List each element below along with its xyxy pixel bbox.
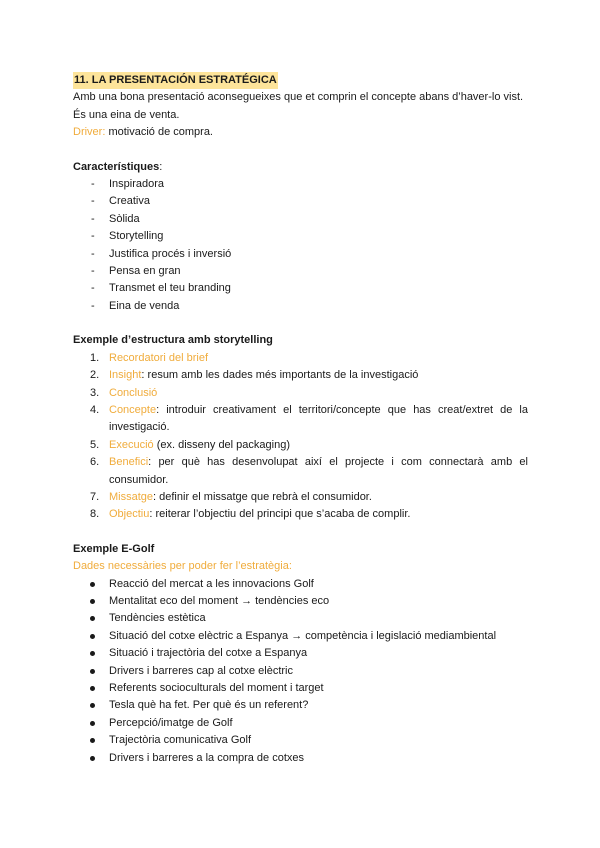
egolf-subheading: Dades necessàries per poder fer l’estratègia: (73, 560, 292, 573)
list-item: Reacció del mercat a les innovacions Golf (73, 576, 528, 593)
list-item: - Pensa en gran (73, 263, 528, 280)
bullet-icon (90, 686, 95, 691)
list-item (73, 367, 528, 384)
list-item (73, 454, 528, 489)
intro-line-1: Amb una bona presentació aconsegueixes que et comprin el concepte abans d’haver-lo vist. (73, 91, 524, 104)
driver-line (73, 124, 528, 141)
list-item: - Creativa (73, 193, 528, 210)
item-number: 1. (90, 351, 100, 364)
bullet-icon (90, 738, 95, 743)
egolf-heading: Exemple E-Golf (73, 542, 155, 555)
item-text: : resum amb les dades més importants de la investigació (141, 369, 419, 382)
item-label: Execució (109, 438, 154, 451)
bullet-icon (90, 616, 95, 621)
bullet-icon (90, 703, 95, 708)
item-label: Recordatori del brief (109, 351, 209, 364)
document-page (73, 72, 528, 767)
item-number: 7. (90, 490, 100, 503)
egolf-list (73, 576, 528, 767)
list-item: Mentalitat eco del moment → tendències eco (73, 593, 528, 610)
list-item: Tendències estètica (73, 610, 528, 627)
list-item (73, 385, 528, 402)
item-number: 5. (90, 438, 100, 451)
item-text: : per què has desenvolupat així el projecte i com connectarà amb el consumidor. (109, 456, 528, 486)
list-item: - Sòlida (73, 211, 528, 228)
bullet-icon (90, 599, 95, 604)
item-number: 4. (90, 403, 100, 416)
list-item: Situació del cotxe elèctric a Espanya → competència i legislació mediambiental (73, 628, 528, 645)
list-item: - Storytelling (73, 228, 528, 245)
item-number: 8. (90, 508, 100, 521)
item-number: 3. (90, 386, 100, 399)
characteristics-heading: Característiques (73, 160, 160, 173)
list-item: Situació i trajectòria del cotxe a Espanya (73, 645, 528, 662)
section-title: 11. LA PRESENTACIÓN ESTRATÉGICA (73, 72, 278, 89)
item-label: Objectiu (109, 508, 150, 521)
bullet-icon (90, 721, 95, 726)
list-item: Tesla què ha fet. Per què és un referent? (73, 697, 528, 714)
driver-label: Driver: (73, 126, 106, 139)
characteristics-heading-line (73, 159, 528, 176)
item-label: Conclusió (109, 386, 158, 399)
list-item: Trajectòria comunicativa Golf (73, 732, 528, 749)
bullet-icon (90, 651, 95, 656)
list-item: Percepció/imatge de Golf (73, 715, 528, 732)
list-item (73, 506, 528, 523)
item-number: 2. (90, 369, 100, 382)
list-item: - Eina de venda (73, 298, 528, 315)
list-item: - Justifica procés i inversió (73, 246, 528, 263)
characteristics-colon: : (159, 160, 163, 173)
driver-text: motivació de compra. (105, 126, 213, 139)
bullet-icon (90, 756, 95, 761)
characteristics-list (73, 176, 528, 315)
section-title-line (73, 72, 528, 89)
item-text: (ex. disseny del packaging) (153, 438, 290, 451)
list-item: Drivers i barreres a la compra de cotxes (73, 750, 528, 767)
bullet-icon (90, 582, 95, 587)
list-item: Drivers i barreres cap al cotxe elèctric (73, 663, 528, 680)
structure-list (73, 350, 528, 524)
intro-line-2: És una eina de venta. (73, 108, 180, 121)
bullet-icon (90, 669, 95, 674)
list-item (73, 489, 528, 506)
bullet-icon (90, 634, 95, 639)
item-text: : introduir creativament el territori/concepte que has creat/extret de la investigació. (109, 403, 528, 434)
item-number: 6. (90, 456, 100, 469)
item-text: : definir el missatge que rebrà el consumidor. (153, 490, 372, 503)
list-item: - Inspiradora (73, 176, 528, 193)
item-label: Insight (109, 369, 142, 382)
list-item: - Transmet el teu branding (73, 280, 528, 297)
item-label: Missatge (109, 490, 154, 503)
list-item: Referents socioculturals del moment i target (73, 680, 528, 697)
structure-heading: Exemple d’estructura amb storytelling (73, 334, 273, 347)
item-text: : reiterar l’objectiu del principi que s’acaba de complir. (149, 508, 411, 521)
list-item (73, 437, 528, 454)
list-item (73, 402, 528, 437)
item-label: Concepte (109, 403, 157, 416)
list-item (73, 350, 528, 367)
item-label: Benefici (109, 456, 149, 469)
